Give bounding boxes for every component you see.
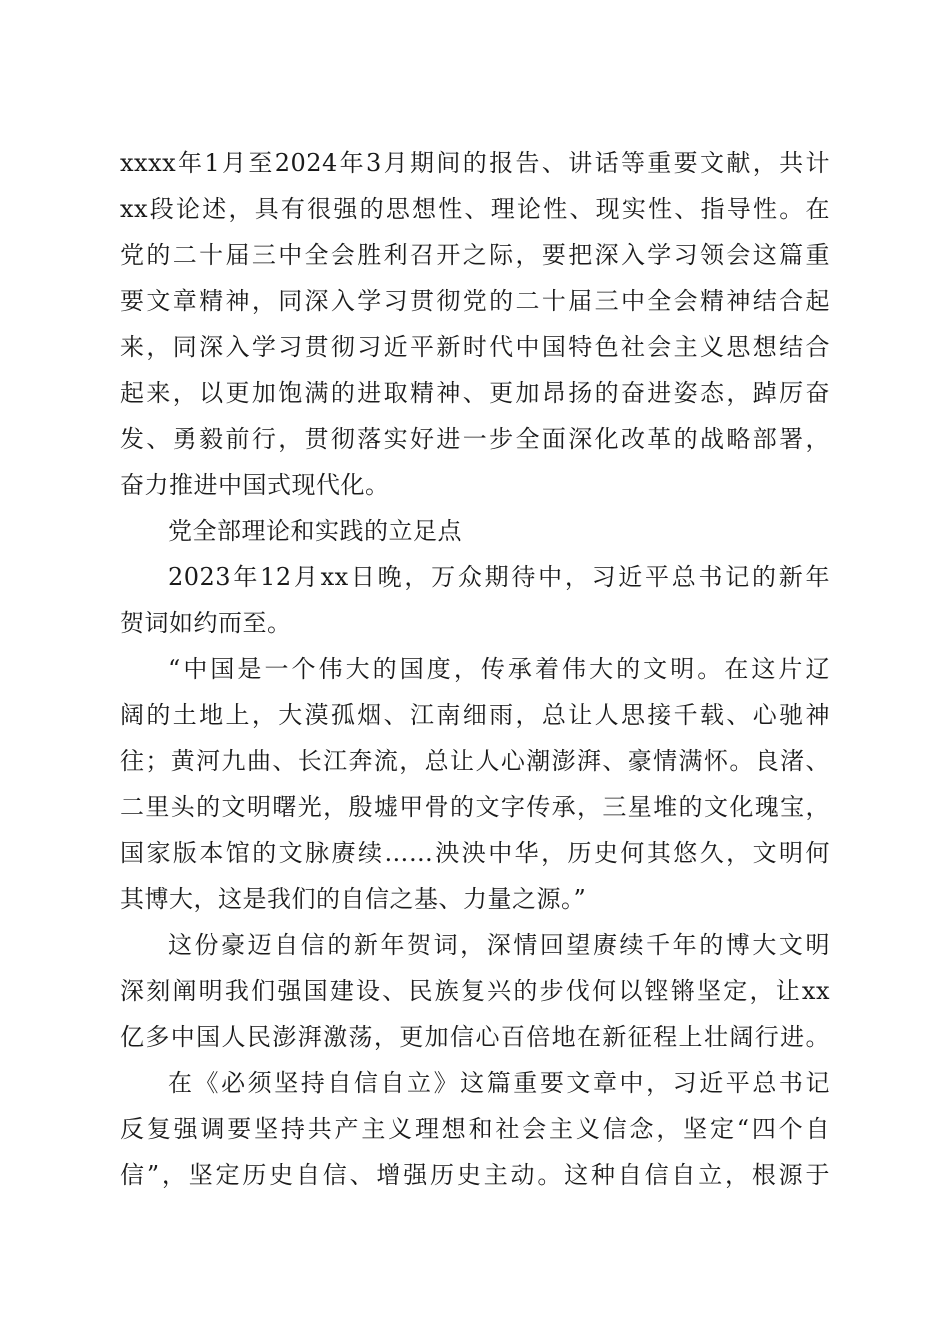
text-line: 这份豪迈自信的新年贺词，深情回望赓续千年的博大文明 (168, 931, 830, 959)
quote-line: “中国是一个伟大的国度，传承着伟大的文明。在这片辽 (168, 655, 830, 683)
text-line: 要文章精神，同深入学习贯彻党的二十届三中全会精神结合起 (120, 287, 830, 315)
text-line: 奋力推进中国式现代化。 (120, 471, 390, 499)
text-line: 来，同深入学习贯彻习近平新时代中国特色社会主义思想结合 (120, 333, 830, 361)
text-line: 起来，以更加饱满的进取精神、更加昂扬的奋进姿态，踔厉奋 (120, 379, 830, 407)
text-line: 信”，坚定历史自信、增强历史主动。这种自信自立，根源于 (120, 1161, 830, 1189)
quote-line: 国家版本馆的文脉赓续……泱泱中华，历史何其悠久，文明何 (120, 839, 830, 867)
text-line: 贺词如约而至。 (120, 609, 292, 637)
text-line: 发、勇毅前行，贯彻落实好进一步全面深化改革的战略部署， (120, 425, 830, 453)
quote-line: 其博大，这是我们的自信之基、力量之源。” (120, 885, 587, 913)
text-line: 在《必须坚持自信自立》这篇重要文章中，习近平总书记 (168, 1069, 830, 1097)
text-line: 党的二十届三中全会胜利召开之际，要把深入学习领会这篇重 (120, 241, 830, 269)
text-line: 2023年12月xx日晚，万众期待中，习近平总书记的新年 (168, 563, 830, 591)
text-line: 反复强调要坚持共产主义理想和社会主义信念，坚定“四个自 (120, 1115, 830, 1143)
quote-line: 往；黄河九曲、长江奔流，总让人心潮澎湃、豪情满怀。良渚、 (120, 747, 830, 775)
section-heading: 党全部理论和实践的立足点 (168, 517, 462, 545)
text-line: xxxx年1月至2024年3月期间的报告、讲话等重要文献，共计 (120, 149, 830, 177)
quote-line: 二里头的文明曙光，殷墟甲骨的文字传承，三星堆的文化瑰宝， (120, 793, 830, 821)
document-body (120, 140, 830, 1198)
text-line: 深刻阐明我们强国建设、民族复兴的步伐何以铿锵坚定，让xx (120, 977, 830, 1005)
text-line: 亿多中国人民澎湃激荡，更加信心百倍地在新征程上壮阔行进。 (120, 1023, 830, 1051)
quote-line: 阔的土地上，大漠孤烟、江南细雨，总让人思接千载、心驰神 (120, 701, 830, 729)
text-line: xx段论述，具有很强的思想性、理论性、现实性、指导性。在 (120, 195, 830, 223)
